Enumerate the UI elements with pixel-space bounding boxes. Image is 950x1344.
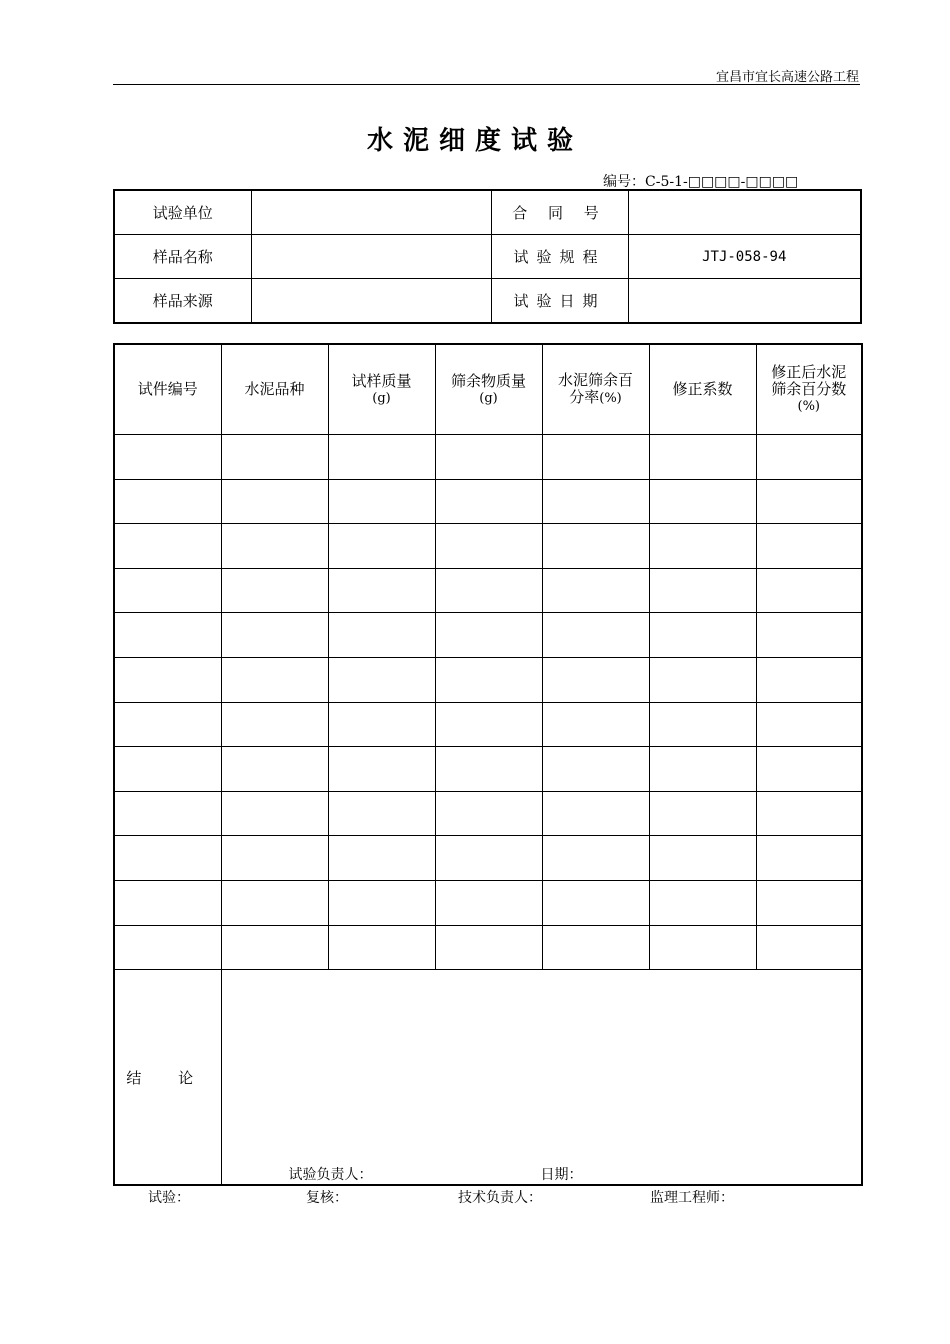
table-cell[interactable] <box>435 702 542 747</box>
col-header-label-line1: 水泥筛余百 <box>557 371 633 389</box>
table-cell[interactable] <box>221 435 328 480</box>
table-cell[interactable] <box>221 702 328 747</box>
table-cell[interactable] <box>756 836 862 881</box>
table-row <box>114 702 862 747</box>
table-row <box>114 568 862 613</box>
table-cell[interactable] <box>542 880 649 925</box>
table-cell[interactable] <box>435 791 542 836</box>
conclusion-field[interactable] <box>221 970 862 1186</box>
col-header-unit: (%) <box>797 399 820 414</box>
table-cell[interactable] <box>328 925 435 970</box>
form-code: 编号：C-5-1-□□□□-□□□□ <box>603 174 799 190</box>
table-cell[interactable] <box>756 702 862 747</box>
table-cell[interactable] <box>756 925 862 970</box>
table-cell[interactable] <box>221 613 328 658</box>
table-cell[interactable] <box>328 479 435 524</box>
table-cell[interactable] <box>328 791 435 836</box>
table-cell[interactable] <box>649 479 756 524</box>
col-header-label: 修正系数 <box>672 380 733 398</box>
table-cell[interactable] <box>756 880 862 925</box>
procedure-label: 试验规程 <box>491 235 628 279</box>
results-table <box>113 343 863 1186</box>
table-cell[interactable] <box>114 657 221 702</box>
col-header-residue-mass <box>435 344 542 435</box>
table-cell[interactable] <box>542 524 649 569</box>
table-cell[interactable] <box>221 836 328 881</box>
table-cell[interactable] <box>435 435 542 480</box>
table-cell[interactable] <box>114 435 221 480</box>
table-cell[interactable] <box>328 657 435 702</box>
table-cell[interactable] <box>221 479 328 524</box>
date-label: 日期： <box>540 1167 583 1184</box>
table-cell[interactable] <box>649 880 756 925</box>
table-cell[interactable] <box>649 702 756 747</box>
table-cell[interactable] <box>542 657 649 702</box>
sample-name-field[interactable] <box>251 235 491 279</box>
col-header-cement-type <box>221 344 328 435</box>
table-row <box>114 657 862 702</box>
table-cell[interactable] <box>328 880 435 925</box>
table-cell[interactable] <box>542 791 649 836</box>
header-divider <box>113 84 860 85</box>
table-row <box>114 925 862 970</box>
table-cell[interactable] <box>649 657 756 702</box>
table-cell[interactable] <box>542 836 649 881</box>
table-cell[interactable] <box>435 657 542 702</box>
col-header-label: 试件编号 <box>137 380 198 398</box>
table-cell[interactable] <box>328 747 435 792</box>
table-cell[interactable] <box>756 479 862 524</box>
table-cell[interactable] <box>114 747 221 792</box>
table-cell[interactable] <box>756 747 862 792</box>
table-cell[interactable] <box>649 613 756 658</box>
table-cell[interactable] <box>114 613 221 658</box>
table-cell[interactable] <box>435 524 542 569</box>
table-row <box>114 435 862 480</box>
col-header-unit: (g) <box>479 390 498 406</box>
contract-label: 合 同 号 <box>491 190 628 235</box>
table-row <box>114 479 862 524</box>
table-cell[interactable] <box>435 925 542 970</box>
col-header-label: 试样质量 <box>351 371 412 390</box>
table-cell[interactable] <box>435 568 542 613</box>
table-cell[interactable] <box>114 880 221 925</box>
table-cell[interactable] <box>114 479 221 524</box>
col-header-sample-mass <box>328 344 435 435</box>
sample-source-field[interactable] <box>251 279 491 324</box>
table-cell[interactable] <box>649 836 756 881</box>
col-header-label-line2 <box>543 389 649 407</box>
table-cell[interactable] <box>649 747 756 792</box>
responsible-label: 试验负责人： <box>288 1167 373 1184</box>
table-cell[interactable] <box>649 435 756 480</box>
table-cell[interactable] <box>114 568 221 613</box>
table-cell[interactable] <box>221 791 328 836</box>
unit-label: 试验单位 <box>114 190 251 235</box>
unit-field[interactable] <box>251 190 491 235</box>
table-row <box>114 747 862 792</box>
col-header-label-line1: 修正后水泥 <box>771 363 847 381</box>
table-cell[interactable] <box>435 613 542 658</box>
col-header-residue-percent <box>542 344 649 435</box>
test-date-label: 试验日期 <box>491 279 628 324</box>
col-header-label: 筛余物质量 <box>450 371 526 390</box>
table-cell[interactable] <box>542 435 649 480</box>
page-title: 水泥细度试验 <box>366 126 583 156</box>
table-cell[interactable] <box>114 702 221 747</box>
table-cell[interactable] <box>649 925 756 970</box>
tech-lead-label: 技术负责人： <box>458 1190 542 1206</box>
table-cell[interactable] <box>114 836 221 881</box>
table-cell[interactable] <box>114 791 221 836</box>
col-header-label: 水泥品种 <box>244 380 305 398</box>
supervisor-label: 监理工程师： <box>650 1190 734 1206</box>
col-header-unit: (g) <box>372 390 391 406</box>
table-cell[interactable] <box>435 747 542 792</box>
sample-name-label: 样品名称 <box>114 235 251 279</box>
table-cell[interactable] <box>756 791 862 836</box>
table-cell[interactable] <box>221 568 328 613</box>
table-cell[interactable] <box>542 479 649 524</box>
table-cell[interactable] <box>435 880 542 925</box>
col-header-unit: (%) <box>599 391 622 406</box>
table-cell[interactable] <box>542 702 649 747</box>
table-cell[interactable] <box>221 925 328 970</box>
table-cell[interactable] <box>756 613 862 658</box>
table-cell[interactable] <box>328 435 435 480</box>
table-cell[interactable] <box>542 925 649 970</box>
table-cell[interactable] <box>756 568 862 613</box>
table-cell[interactable] <box>649 524 756 569</box>
table-cell[interactable] <box>328 836 435 881</box>
table-cell[interactable] <box>435 479 542 524</box>
table-cell[interactable] <box>328 613 435 658</box>
info-table <box>113 189 862 324</box>
table-cell[interactable] <box>221 657 328 702</box>
project-name: 宜昌市宜长高速公路工程 <box>715 70 859 85</box>
table-cell[interactable] <box>221 747 328 792</box>
table-row <box>114 791 862 836</box>
col-header-corrected-percent <box>756 344 862 435</box>
table-cell[interactable] <box>542 568 649 613</box>
table-cell[interactable] <box>114 524 221 569</box>
table-cell[interactable] <box>114 925 221 970</box>
table-cell[interactable] <box>328 524 435 569</box>
table-cell[interactable] <box>328 568 435 613</box>
table-cell[interactable] <box>756 435 862 480</box>
table-cell[interactable] <box>756 657 862 702</box>
conclusion-label: 结 论 <box>114 970 221 1186</box>
reviewer-label: 复核： <box>306 1190 348 1206</box>
table-cell[interactable] <box>542 613 649 658</box>
sample-source-label: 样品来源 <box>114 279 251 324</box>
col-header-label-line2-text: 分率 <box>569 388 600 406</box>
contract-field[interactable] <box>628 190 861 235</box>
col-header-specimen-no <box>114 344 221 435</box>
signature-line <box>288 1164 583 1184</box>
table-cell[interactable] <box>221 880 328 925</box>
procedure-field[interactable]: JTJ-058-94 <box>628 235 861 279</box>
table-row <box>114 836 862 881</box>
table-cell[interactable] <box>328 702 435 747</box>
tester-label: 试验： <box>148 1190 190 1206</box>
col-header-label-line2: 筛余百分数 <box>771 380 847 398</box>
table-cell[interactable] <box>435 836 542 881</box>
col-header-correction-factor <box>649 344 756 435</box>
table-cell[interactable] <box>542 747 649 792</box>
table-cell[interactable] <box>221 524 328 569</box>
table-row <box>114 880 862 925</box>
test-date-field[interactable] <box>628 279 861 324</box>
table-cell[interactable] <box>756 524 862 569</box>
table-cell[interactable] <box>649 568 756 613</box>
table-row <box>114 524 862 569</box>
table-row <box>114 613 862 658</box>
table-cell[interactable] <box>649 791 756 836</box>
